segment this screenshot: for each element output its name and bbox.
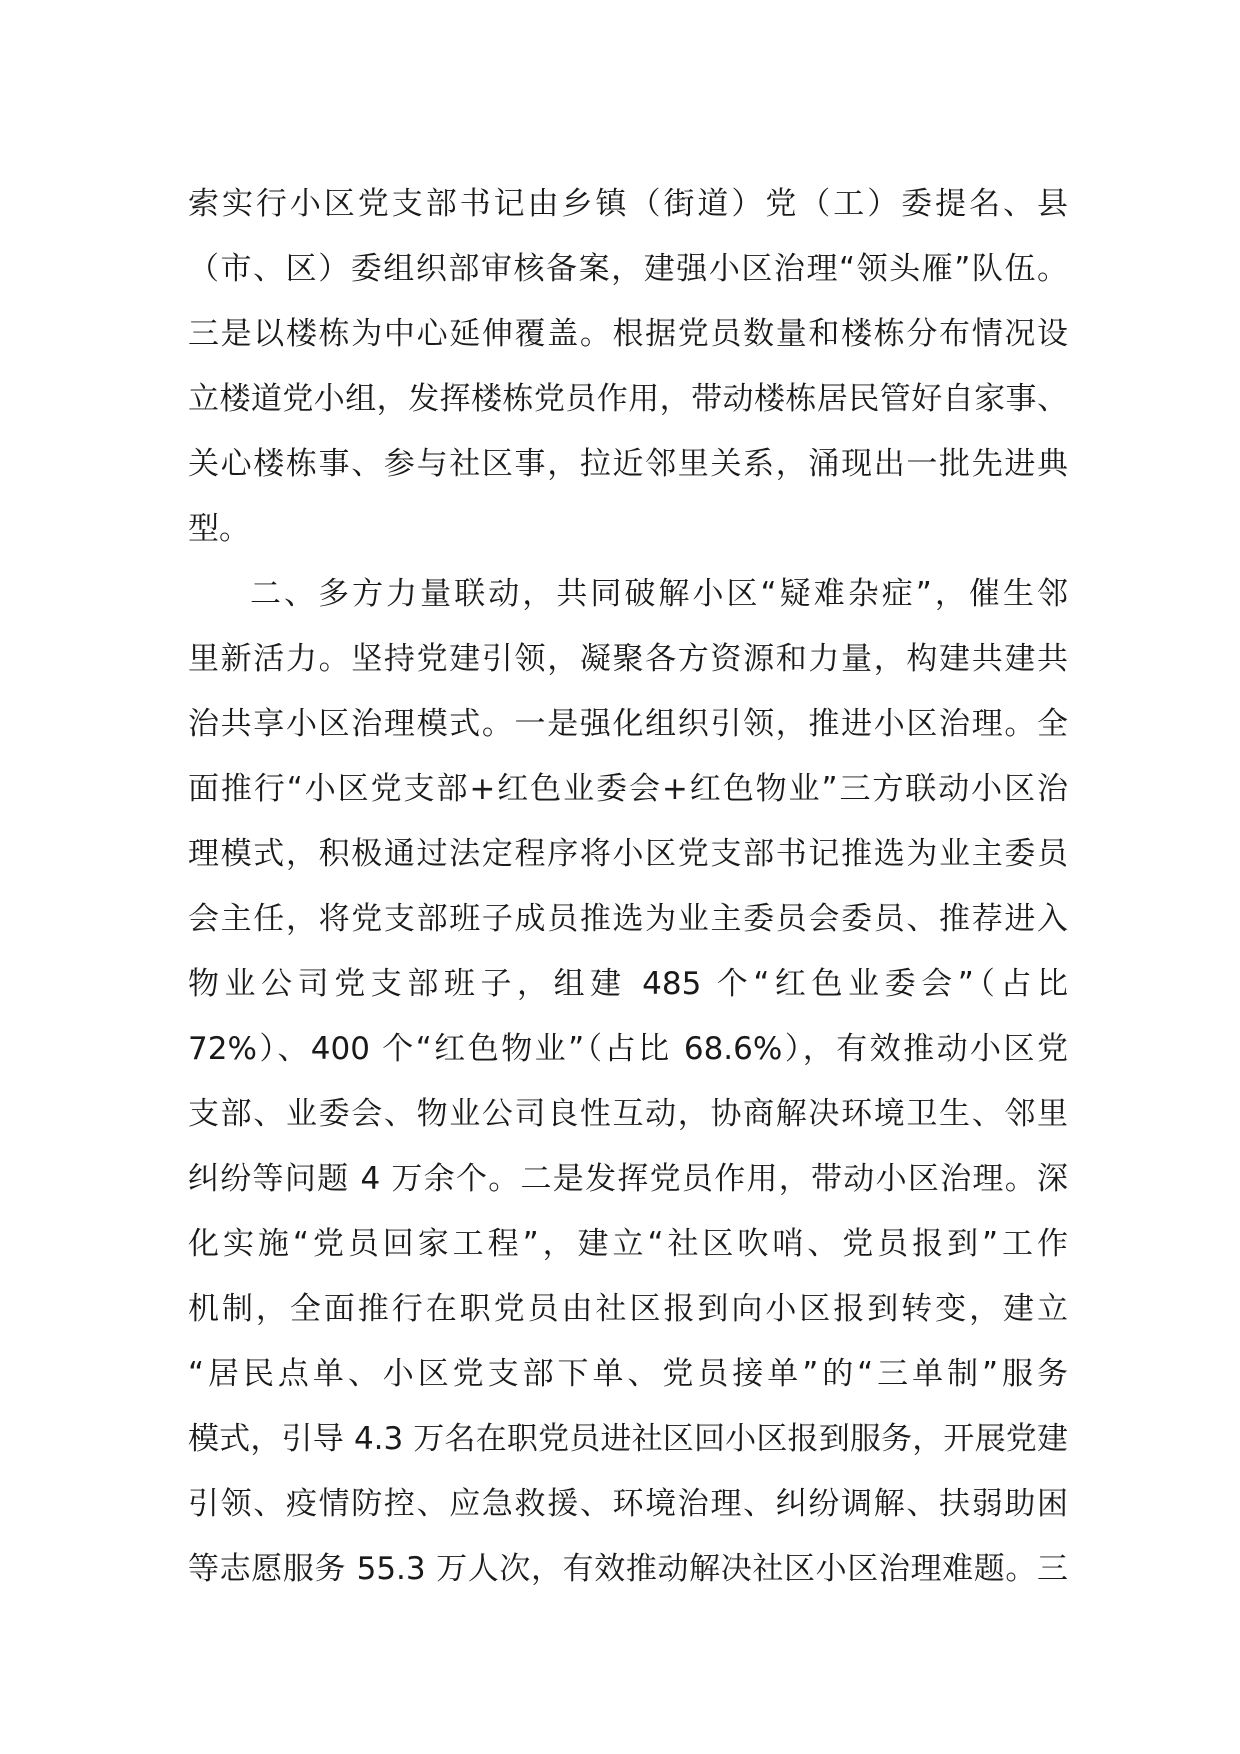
text-line: 72%）、400 个“红色物业”（占比 68.6%），有效推动小区党	[188, 1031, 1068, 1067]
text-line: 理模式，积极通过法定程序将小区党支部书记推选为业主委员	[188, 836, 1068, 872]
paragraph-end-line: 型。	[188, 511, 250, 547]
text-line: 支部、业委会、物业公司良性互动，协商解决环境卫生、邻里	[188, 1096, 1068, 1132]
text-line: 三是以楼栋为中心延伸覆盖。根据党员数量和楼栋分布情况设	[188, 316, 1068, 352]
text-line: 会主任，将党支部班子成员推选为业主委员会委员、推荐进入	[188, 901, 1068, 937]
text-line: 化实施“党员回家工程”，建立“社区吹哨、党员报到”工作	[188, 1226, 1068, 1262]
text-line: 等志愿服务 55.3 万人次，有效推动解决社区小区治理难题。三	[188, 1551, 1068, 1587]
text-line: 治共享小区治理模式。一是强化组织引领，推进小区治理。全	[188, 706, 1068, 742]
text-line: 机制，全面推行在职党员由社区报到向小区报到转变，建立	[188, 1291, 1068, 1327]
text-line: 关心楼栋事、参与社区事，拉近邻里关系，涌现出一批先进典	[188, 446, 1068, 482]
text-line: “居民点单、小区党支部下单、党员接单”的“三单制”服务	[188, 1356, 1068, 1392]
text-line: 索实行小区党支部书记由乡镇（街道）党（工）委提名、县	[188, 186, 1068, 222]
section-heading-line: 二、多方力量联动，共同破解小区“疑难杂症”，催生邻	[250, 576, 1068, 612]
text-line: 纠纷等问题 4 万余个。二是发挥党员作用，带动小区治理。深	[188, 1161, 1068, 1197]
body-text	[188, 172, 1068, 1602]
text-line: 面推行“小区党支部+红色业委会+红色物业”三方联动小区治	[188, 771, 1068, 807]
text-line: 里新活力。坚持党建引领，凝聚各方资源和力量，构建共建共	[188, 641, 1068, 677]
text-line: （市、区）委组织部审核备案，建强小区治理“领头雁”队伍。	[188, 251, 1068, 287]
text-line: 立楼道党小组，发挥楼栋党员作用，带动楼栋居民管好自家事、	[188, 381, 1068, 417]
text-line: 物业公司党支部班子，组建 485 个“红色业委会”（占比	[188, 966, 1068, 1002]
text-line: 模式，引导 4.3 万名在职党员进社区回小区报到服务，开展党建	[188, 1421, 1068, 1457]
text-line: 引领、疫情防控、应急救援、环境治理、纠纷调解、扶弱助困	[188, 1486, 1068, 1522]
